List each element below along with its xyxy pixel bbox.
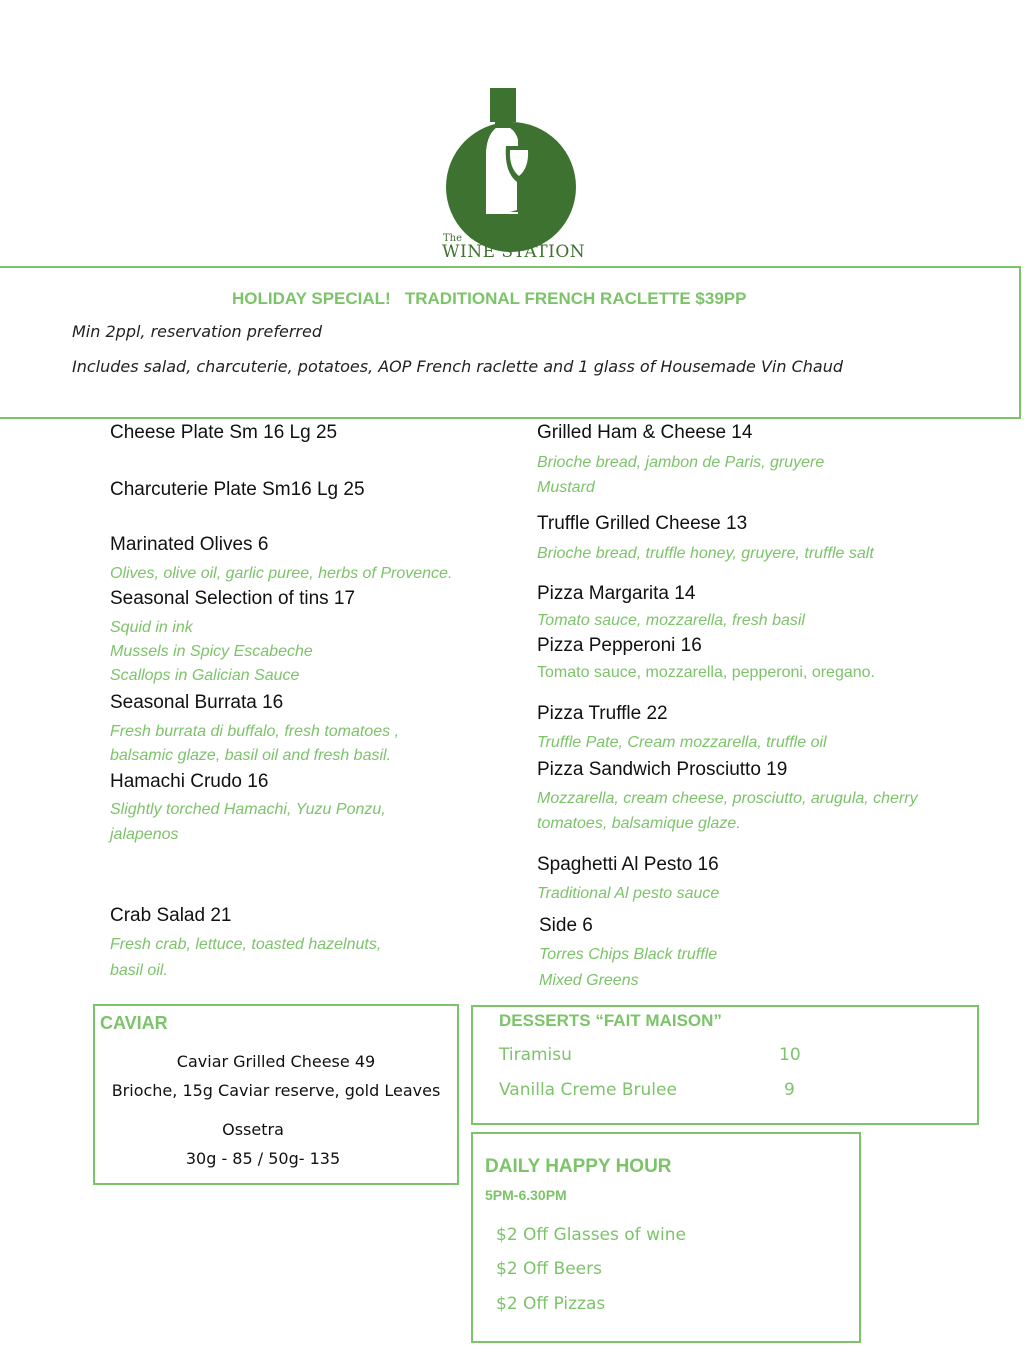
- happy-hour-title: DAILY HAPPY HOUR: [485, 1156, 672, 1177]
- happy-hour-item: $2 Off Pizzas: [496, 1294, 606, 1314]
- menu-item-desc: Mixed Greens: [539, 972, 639, 989]
- menu-item-name: Side 6: [539, 915, 593, 936]
- happy-hour-item: $2 Off Beers: [496, 1259, 602, 1279]
- happy-hour-time: 5PM-6.30PM: [485, 1187, 567, 1203]
- happy-hour-item: $2 Off Glasses of wine: [496, 1225, 686, 1245]
- menu-item-name: Pizza Margarita 14: [537, 583, 696, 604]
- menu-item-desc: Tomato sauce, mozzarella, fresh basil: [537, 612, 805, 629]
- menu-item-name: Charcuterie Plate Sm16 Lg 25: [110, 479, 365, 500]
- wine-station-logo: [440, 84, 590, 264]
- menu-item-name: Pizza Sandwich Prosciutto 19: [537, 759, 788, 780]
- menu-item-name: Pizza Pepperoni 16: [537, 635, 702, 656]
- menu-item-desc: Mustard: [537, 479, 595, 496]
- caviar-line: Caviar Grilled Cheese 49: [176, 1052, 376, 1071]
- menu-item-desc: Olives, olive oil, garlic puree, herbs of Provence.: [110, 565, 453, 582]
- logo-name-text: WINE STATION: [442, 242, 586, 262]
- caviar-title: CAVIAR: [100, 1013, 168, 1033]
- menu-item-desc: Squid in ink: [110, 619, 193, 636]
- menu-item-desc: Mussels in Spicy Escabeche: [110, 643, 313, 660]
- menu-item-desc: Mozzarella, cream cheese, prosciutto, arugula, cherry: [537, 790, 918, 807]
- menu-item-desc: Brioche bread, truffle honey, gruyere, truffle salt: [537, 545, 874, 562]
- menu-item-name: Grilled Ham & Cheese 14: [537, 422, 753, 443]
- caviar-line: Ossetra: [222, 1120, 284, 1139]
- menu-item-desc: Brioche bread, jambon de Paris, gruyere: [537, 454, 825, 471]
- menu-item-desc: Traditional Al pesto sauce: [537, 885, 720, 902]
- menu-item-desc: balsamic glaze, basil oil and fresh basil.: [110, 747, 392, 764]
- menu-item-name: Spaghetti Al Pesto 16: [537, 854, 719, 875]
- menu-item-desc: tomatoes, balsamique glaze.: [537, 815, 741, 832]
- desserts-title: DESSERTS “FAIT MAISON”: [499, 1011, 722, 1030]
- menu-item-name: Marinated Olives 6: [110, 534, 269, 555]
- menu-item-name: Seasonal Selection of tins 17: [110, 588, 356, 609]
- holiday-note-includes: Includes salad, charcuterie, potatoes, AOP French raclette and 1 glass of Housemade Vin Chaud: [72, 357, 844, 376]
- menu-item-name: Seasonal Burrata 16: [110, 692, 284, 713]
- menu-item-desc: Fresh crab, lettuce, toasted hazelnuts,: [110, 936, 382, 953]
- menu-item-desc: Slightly torched Hamachi, Yuzu Ponzu,: [110, 801, 386, 818]
- menu-item-name: Cheese Plate Sm 16 Lg 25: [110, 422, 338, 443]
- menu-item-name: Hamachi Crudo 16: [110, 771, 269, 792]
- menu-item-name: Crab Salad 21: [110, 905, 232, 926]
- caviar-line: 30g - 85 / 50g- 135: [185, 1149, 341, 1168]
- menu-item-name: Truffle Grilled Cheese 13: [537, 513, 748, 534]
- menu-item-name: Pizza Truffle 22: [537, 703, 668, 724]
- menu-item-desc: jalapenos: [110, 826, 179, 843]
- holiday-note-min: Min 2ppl, reservation preferred: [72, 322, 322, 341]
- menu-item-desc: basil oil.: [110, 962, 168, 979]
- logo-the-text: The: [443, 233, 463, 244]
- dessert-name: Vanilla Creme Brulee: [499, 1080, 677, 1100]
- menu-item-desc: Torres Chips Black truffle: [539, 946, 718, 963]
- caviar-line: Brioche, 15g Caviar reserve, gold Leaves: [111, 1081, 441, 1100]
- menu-item-desc: Truffle Pate, Cream mozzarella, truffle oil: [537, 734, 827, 751]
- dessert-price: 9: [784, 1080, 795, 1100]
- menu-item-desc: Tomato sauce, mozzarella, pepperoni, oregano.: [537, 664, 875, 681]
- menu-item-desc: Scallops in Galician Sauce: [110, 667, 300, 684]
- dessert-name: Tiramisu: [499, 1045, 572, 1065]
- dessert-price: 10: [779, 1045, 801, 1065]
- menu-item-desc: Fresh burrata di buffalo, fresh tomatoes ,: [110, 723, 400, 740]
- holiday-title: HOLIDAY SPECIAL! TRADITIONAL FRENCH RACLETTE $39PP: [232, 289, 747, 308]
